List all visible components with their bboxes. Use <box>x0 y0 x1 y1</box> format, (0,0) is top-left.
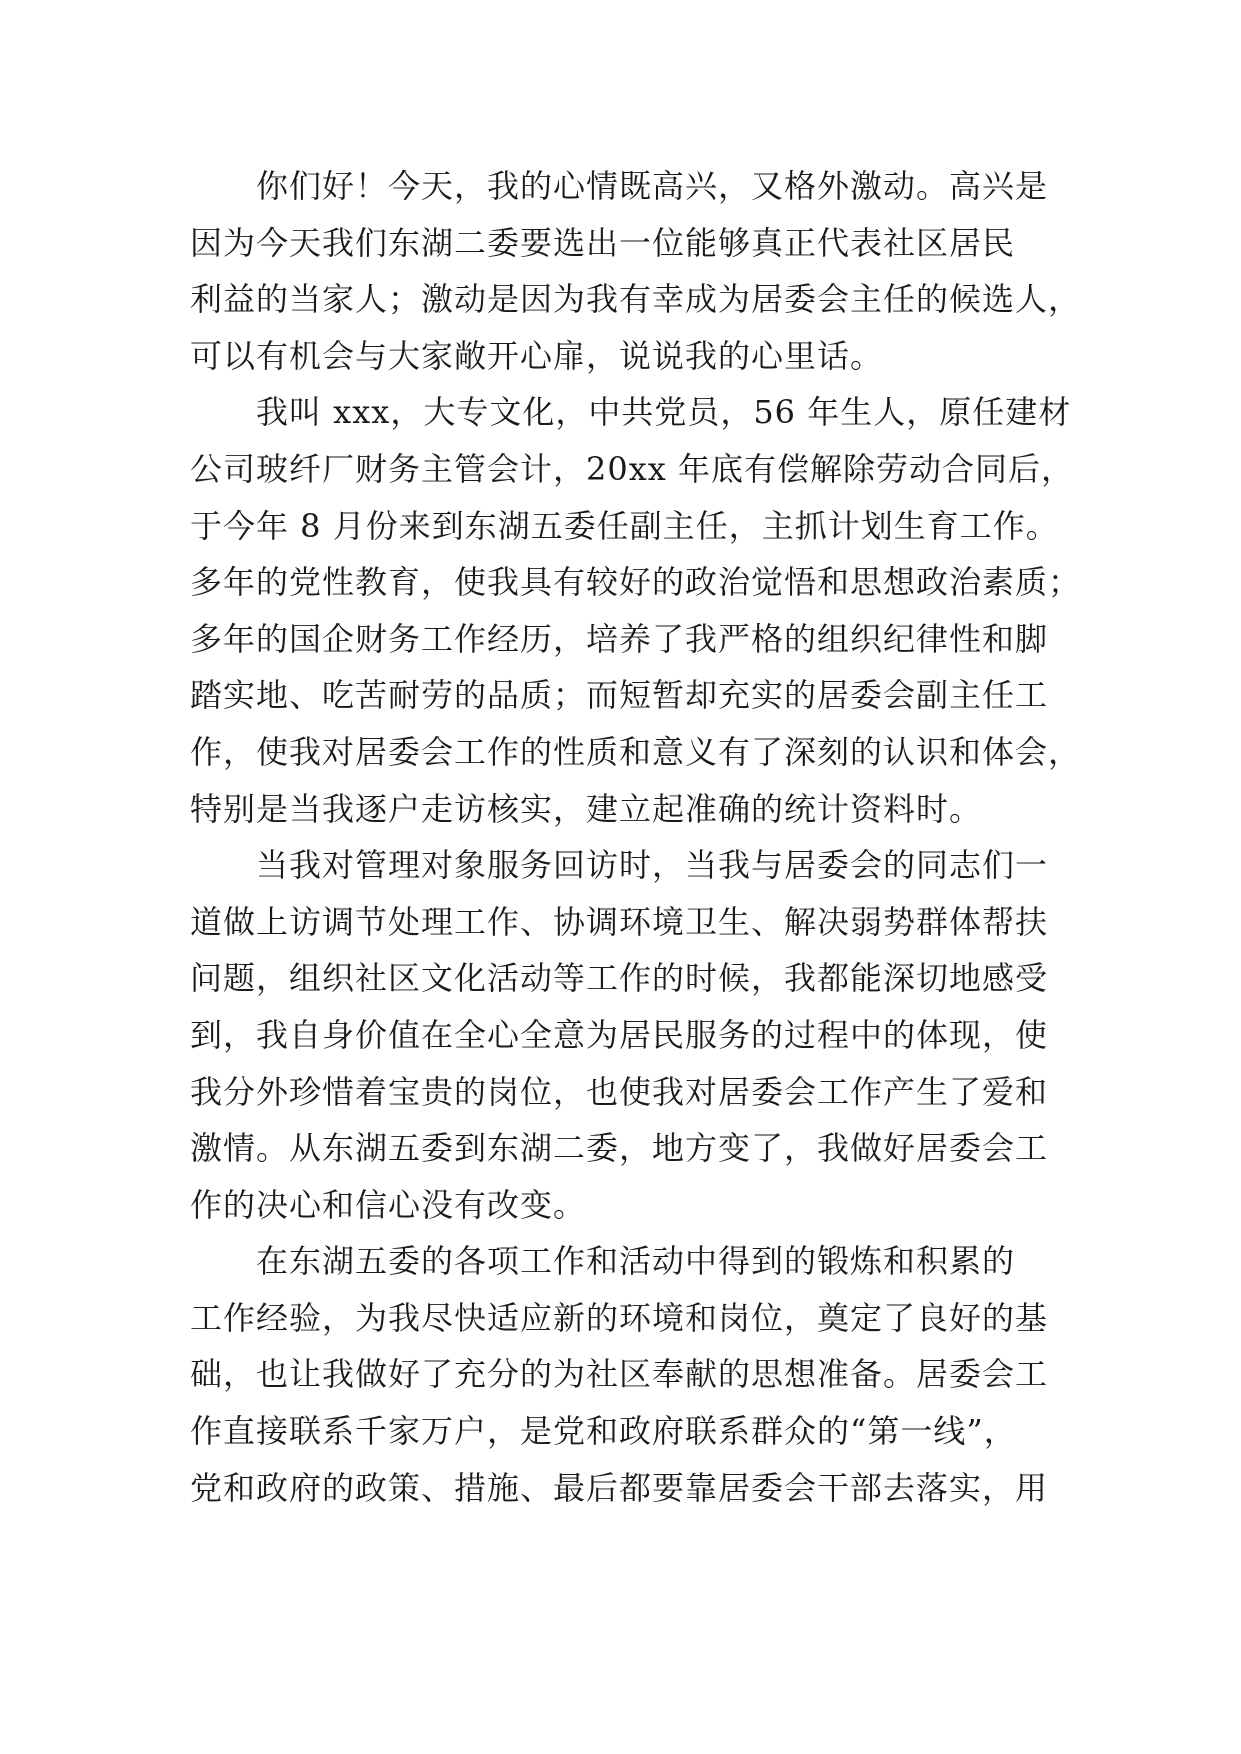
paragraph-3 <box>190 837 1090 1233</box>
text-line: 问题，组织社区文化活动等工作的时候，我都能深切地感受 <box>190 959 1049 998</box>
text-line: 在东湖五委的各项工作和活动中得到的锻炼和积累的 <box>256 1242 1016 1281</box>
text-line: 我叫 xxx，大专文化，中共党员，56 年生人，原任建材 <box>256 393 1072 432</box>
text-line: 你们好！今天，我的心情既高兴，又格外激动。高兴是 <box>256 167 1049 205</box>
text-line: 当我对管理对象服务回访时，当我与居委会的同志们一 <box>256 846 1049 885</box>
text-line: 特别是当我逐户走访核实，建立起准确的统计资料时。 <box>190 789 983 828</box>
document-body <box>190 158 1090 1516</box>
text-line: 到，我自身价值在全心全意为居民服务的过程中的体现，使 <box>190 1015 1049 1054</box>
paragraph-4 <box>190 1233 1090 1516</box>
text-line: 工作经验，为我尽快适应新的环境和岗位，奠定了良好的基 <box>190 1298 1049 1337</box>
text-line: 作，使我对居委会工作的性质和意义有了深刻的认识和体会， <box>190 732 1082 771</box>
text-line: 踏实地、吃苦耐劳的品质；而短暂却充实的居委会副主任工 <box>190 676 1049 715</box>
paragraph-2 <box>190 384 1090 837</box>
text-line: 激情。从东湖五委到东湖二委，地方变了，我做好居委会工 <box>190 1129 1049 1168</box>
text-line: 我分外珍惜着宝贵的岗位，也使我对居委会工作产生了爱和 <box>190 1072 1049 1111</box>
text-line: 公司玻纤厂财务主管会计，20xx 年底有偿解除劳动合同后， <box>190 449 1074 488</box>
paragraph-1 <box>190 158 1090 384</box>
text-line: 多年的国企财务工作经历，培养了我严格的组织纪律性和脚 <box>190 619 1049 658</box>
text-line: 党和政府的政策、措施、最后都要靠居委会干部去落实，用 <box>190 1468 1049 1507</box>
text-line: 作直接联系千家万户，是党和政府联系群众的“第一线”， <box>190 1412 1017 1451</box>
text-line: 础，也让我做好了充分的为社区奉献的思想准备。居委会工 <box>190 1355 1049 1394</box>
text-line: 利益的当家人；激动是因为我有幸成为居委会主任的候选人， <box>190 280 1082 319</box>
text-line: 可以有机会与大家敞开心扉，说说我的心里话。 <box>190 336 884 375</box>
text-line: 于今年 8 月份来到东湖五委任副主任，主抓计划生育工作。 <box>190 506 1059 545</box>
text-line: 多年的党性教育，使我具有较好的政治觉悟和思想政治素质； <box>190 563 1082 602</box>
text-line: 因为今天我们东湖二委要选出一位能够真正代表社区居民 <box>190 223 1016 262</box>
text-line: 道做上访调节处理工作、协调环境卫生、解决弱势群体帮扶 <box>190 902 1049 941</box>
text-line: 作的决心和信心没有改变。 <box>190 1185 587 1224</box>
